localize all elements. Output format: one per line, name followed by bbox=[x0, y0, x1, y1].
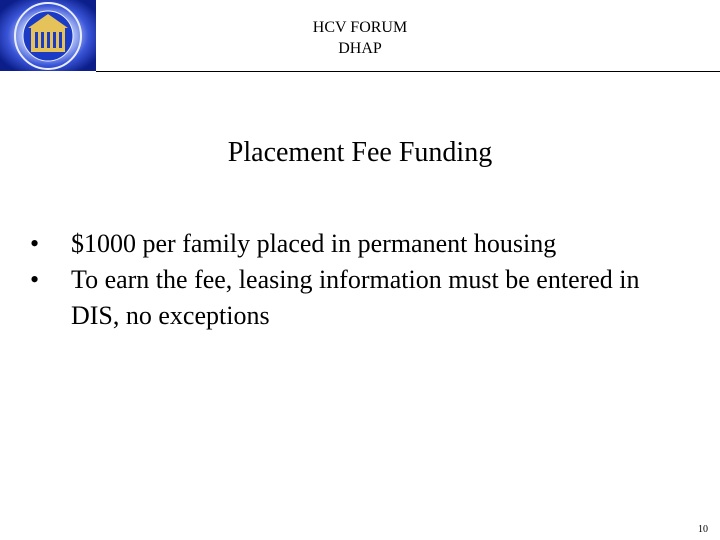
bullet-item bbox=[30, 226, 690, 262]
bullet-item bbox=[30, 262, 690, 334]
bullet-text: To earn the fee, leasing information must be entered in DIS, no exceptions bbox=[71, 265, 640, 330]
bullet-list bbox=[30, 226, 690, 334]
header-line-forum: HCV FORUM bbox=[312, 19, 408, 36]
page-number: 10 bbox=[698, 524, 708, 535]
hud-seal-logo bbox=[0, 0, 96, 71]
bullet-icon: • bbox=[30, 265, 40, 294]
header-title bbox=[260, 17, 460, 59]
bullet-icon: • bbox=[30, 229, 40, 258]
header-line-dhap: DHAP bbox=[338, 40, 382, 57]
slide-title: Placement Fee Funding bbox=[227, 137, 493, 168]
bullet-text: $1000 per family placed in permanent housing bbox=[71, 229, 557, 258]
header-divider bbox=[96, 71, 720, 72]
hud-seal-icon bbox=[0, 0, 96, 71]
